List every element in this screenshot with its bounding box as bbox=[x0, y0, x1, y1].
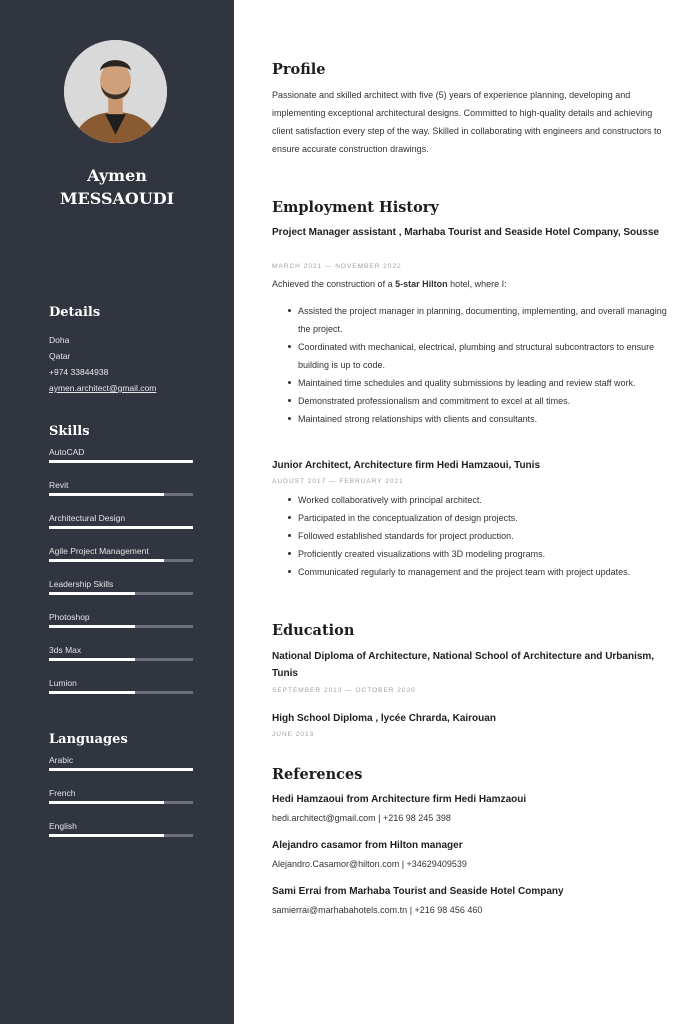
job-dates: MARCH 2021 — NOVEMBER 2022 bbox=[272, 263, 402, 270]
reference-name: Hedi Hamzaoui from Architecture firm Hedi Hamzaoui bbox=[272, 794, 527, 805]
list-item: Proficiently created visualizations with 3D modeling programs. bbox=[288, 545, 673, 563]
skill-bar-track bbox=[49, 834, 193, 837]
languages-list bbox=[49, 753, 199, 852]
languages-heading: Languages bbox=[49, 732, 128, 747]
skill-bar-track bbox=[49, 691, 193, 694]
skill-row bbox=[49, 753, 199, 786]
reference-name: Sami Errai from Marhaba Tourist and Seaside Hotel Company bbox=[272, 886, 564, 897]
job-intro-prefix: Achieved the construction of a bbox=[272, 279, 396, 289]
details-phone: +974 33844938 bbox=[49, 367, 109, 377]
skill-bar-fill bbox=[49, 658, 135, 661]
skill-bar-track bbox=[49, 768, 193, 771]
job-title: Junior Architect, Architecture firm Hedi Hamzaoui, Tunis bbox=[272, 460, 541, 471]
job-intro bbox=[272, 279, 507, 289]
skill-bar-track bbox=[49, 592, 193, 595]
skill-bar-fill bbox=[49, 592, 135, 595]
skill-bar-fill bbox=[49, 691, 135, 694]
list-item: Coordinated with mechanical, electrical, plumbing and structural subcontractors to ensure building is up to code. bbox=[288, 338, 673, 374]
job-intro-suffix: hotel, where I: bbox=[447, 279, 507, 289]
skill-bar-track bbox=[49, 493, 193, 496]
education-heading: Education bbox=[272, 622, 355, 639]
skill-label: French bbox=[49, 788, 76, 798]
skill-row bbox=[49, 577, 199, 610]
job-bullets bbox=[288, 302, 673, 428]
profile-text: Passionate and skilled architect with five (5) years of experience planning, developing and implementing exceptional architectural designs. Committed to high-quality details and achieving client satisfaction every step of the way. Skilled in collaborating with engineers and constructors to ensure accurate construction drawings. bbox=[272, 90, 662, 154]
skill-label: Lumion bbox=[49, 678, 77, 688]
skill-row bbox=[49, 610, 199, 643]
skill-bar-fill bbox=[49, 625, 135, 628]
skill-bar-track bbox=[49, 625, 193, 628]
skill-label: Arabic bbox=[49, 755, 74, 765]
skill-bar-track bbox=[49, 801, 193, 804]
sidebar bbox=[0, 0, 234, 1024]
job-intro-bold: 5-star Hilton bbox=[395, 279, 448, 289]
skill-row bbox=[49, 511, 199, 544]
details-country: Qatar bbox=[49, 351, 71, 361]
profile-heading: Profile bbox=[272, 61, 326, 78]
skills-heading: Skills bbox=[49, 424, 90, 439]
skill-bar-fill bbox=[49, 526, 193, 529]
reference-contact: samierrai@marhabahotels.com.tn | +216 98 456 460 bbox=[272, 905, 483, 915]
education-title: National Diploma of Architecture, National School of Architecture and Urbanism, Tunis bbox=[272, 651, 655, 679]
skill-label: English bbox=[49, 821, 77, 831]
list-item: Assisted the project manager in planning, documenting, implementing, and overall managing the project. bbox=[288, 302, 673, 338]
education-dates: JUNE 2013 bbox=[272, 731, 315, 738]
job-dates: AUGUST 2017 — FEBRUARY 2021 bbox=[272, 478, 404, 485]
skill-row bbox=[49, 544, 199, 577]
skill-label: 3ds Max bbox=[49, 645, 82, 655]
details-city: Doha bbox=[49, 335, 70, 345]
skill-bar-fill bbox=[49, 493, 164, 496]
skill-bar-fill bbox=[49, 768, 193, 771]
skill-bar-fill bbox=[49, 559, 164, 562]
education-title: High School Diploma , lycée Chrarda, Kairouan bbox=[272, 713, 496, 724]
references-heading: References bbox=[272, 766, 363, 783]
job-title: Project Manager assistant , Marhaba Tourist and Seaside Hotel Company, Sousse bbox=[272, 227, 659, 238]
skill-label: Architectural Design bbox=[49, 513, 126, 523]
skill-label: Photoshop bbox=[49, 612, 90, 622]
skill-row bbox=[49, 478, 199, 511]
skill-label: Agile Project Management bbox=[49, 546, 149, 556]
skill-bar-fill bbox=[49, 460, 193, 463]
skill-bar-track bbox=[49, 559, 193, 562]
last-name: MESSAOUDI bbox=[59, 189, 175, 208]
employment-heading: Employment History bbox=[272, 199, 439, 216]
list-item: Worked collaboratively with principal architect. bbox=[288, 491, 673, 509]
skill-bar-fill bbox=[49, 834, 164, 837]
skills-section bbox=[49, 424, 199, 709]
skill-label: AutoCAD bbox=[49, 447, 85, 457]
details-section bbox=[49, 305, 199, 396]
details-email-link[interactable]: aymen.architect@gmail.com bbox=[49, 383, 157, 393]
skill-row bbox=[49, 819, 199, 852]
skills-list bbox=[49, 445, 199, 709]
list-item: Communicated regularly to management and the project team with project updates. bbox=[288, 563, 673, 581]
reference-contact: Alejandro.Casamor@hilton.com | +34629409539 bbox=[272, 859, 467, 869]
details-heading: Details bbox=[49, 305, 101, 320]
languages-section bbox=[49, 732, 199, 852]
list-item: Participated in the conceptualization of design projects. bbox=[288, 509, 673, 527]
list-item: Maintained time schedules and quality submissions by leading and review staff work. bbox=[288, 374, 673, 392]
skill-label: Leadership Skills bbox=[49, 579, 114, 589]
reference-contact: hedi.architect@gmail.com | +216 98 245 398 bbox=[272, 813, 451, 823]
list-item: Followed established standards for project production. bbox=[288, 527, 673, 545]
skill-row bbox=[49, 643, 199, 676]
first-name: Aymen bbox=[87, 166, 147, 185]
list-item: Maintained strong relationships with clients and consultants. bbox=[288, 410, 673, 428]
skill-label: Revit bbox=[49, 480, 69, 490]
skill-row bbox=[49, 445, 199, 478]
skill-bar-track bbox=[49, 658, 193, 661]
job-bullets bbox=[288, 491, 673, 581]
skill-row bbox=[49, 786, 199, 819]
skill-bar-fill bbox=[49, 801, 164, 804]
skill-bar-track bbox=[49, 526, 193, 529]
education-dates: SEPTEMBER 2013 — OCTOBER 2020 bbox=[272, 687, 416, 694]
profile-photo bbox=[64, 40, 167, 143]
skill-row bbox=[49, 676, 199, 709]
skill-bar-track bbox=[49, 460, 193, 463]
reference-name: Alejandro casamor from Hilton manager bbox=[272, 840, 463, 851]
list-item: Demonstrated professionalism and commitment to excel at all times. bbox=[288, 392, 673, 410]
avatar bbox=[64, 40, 167, 143]
